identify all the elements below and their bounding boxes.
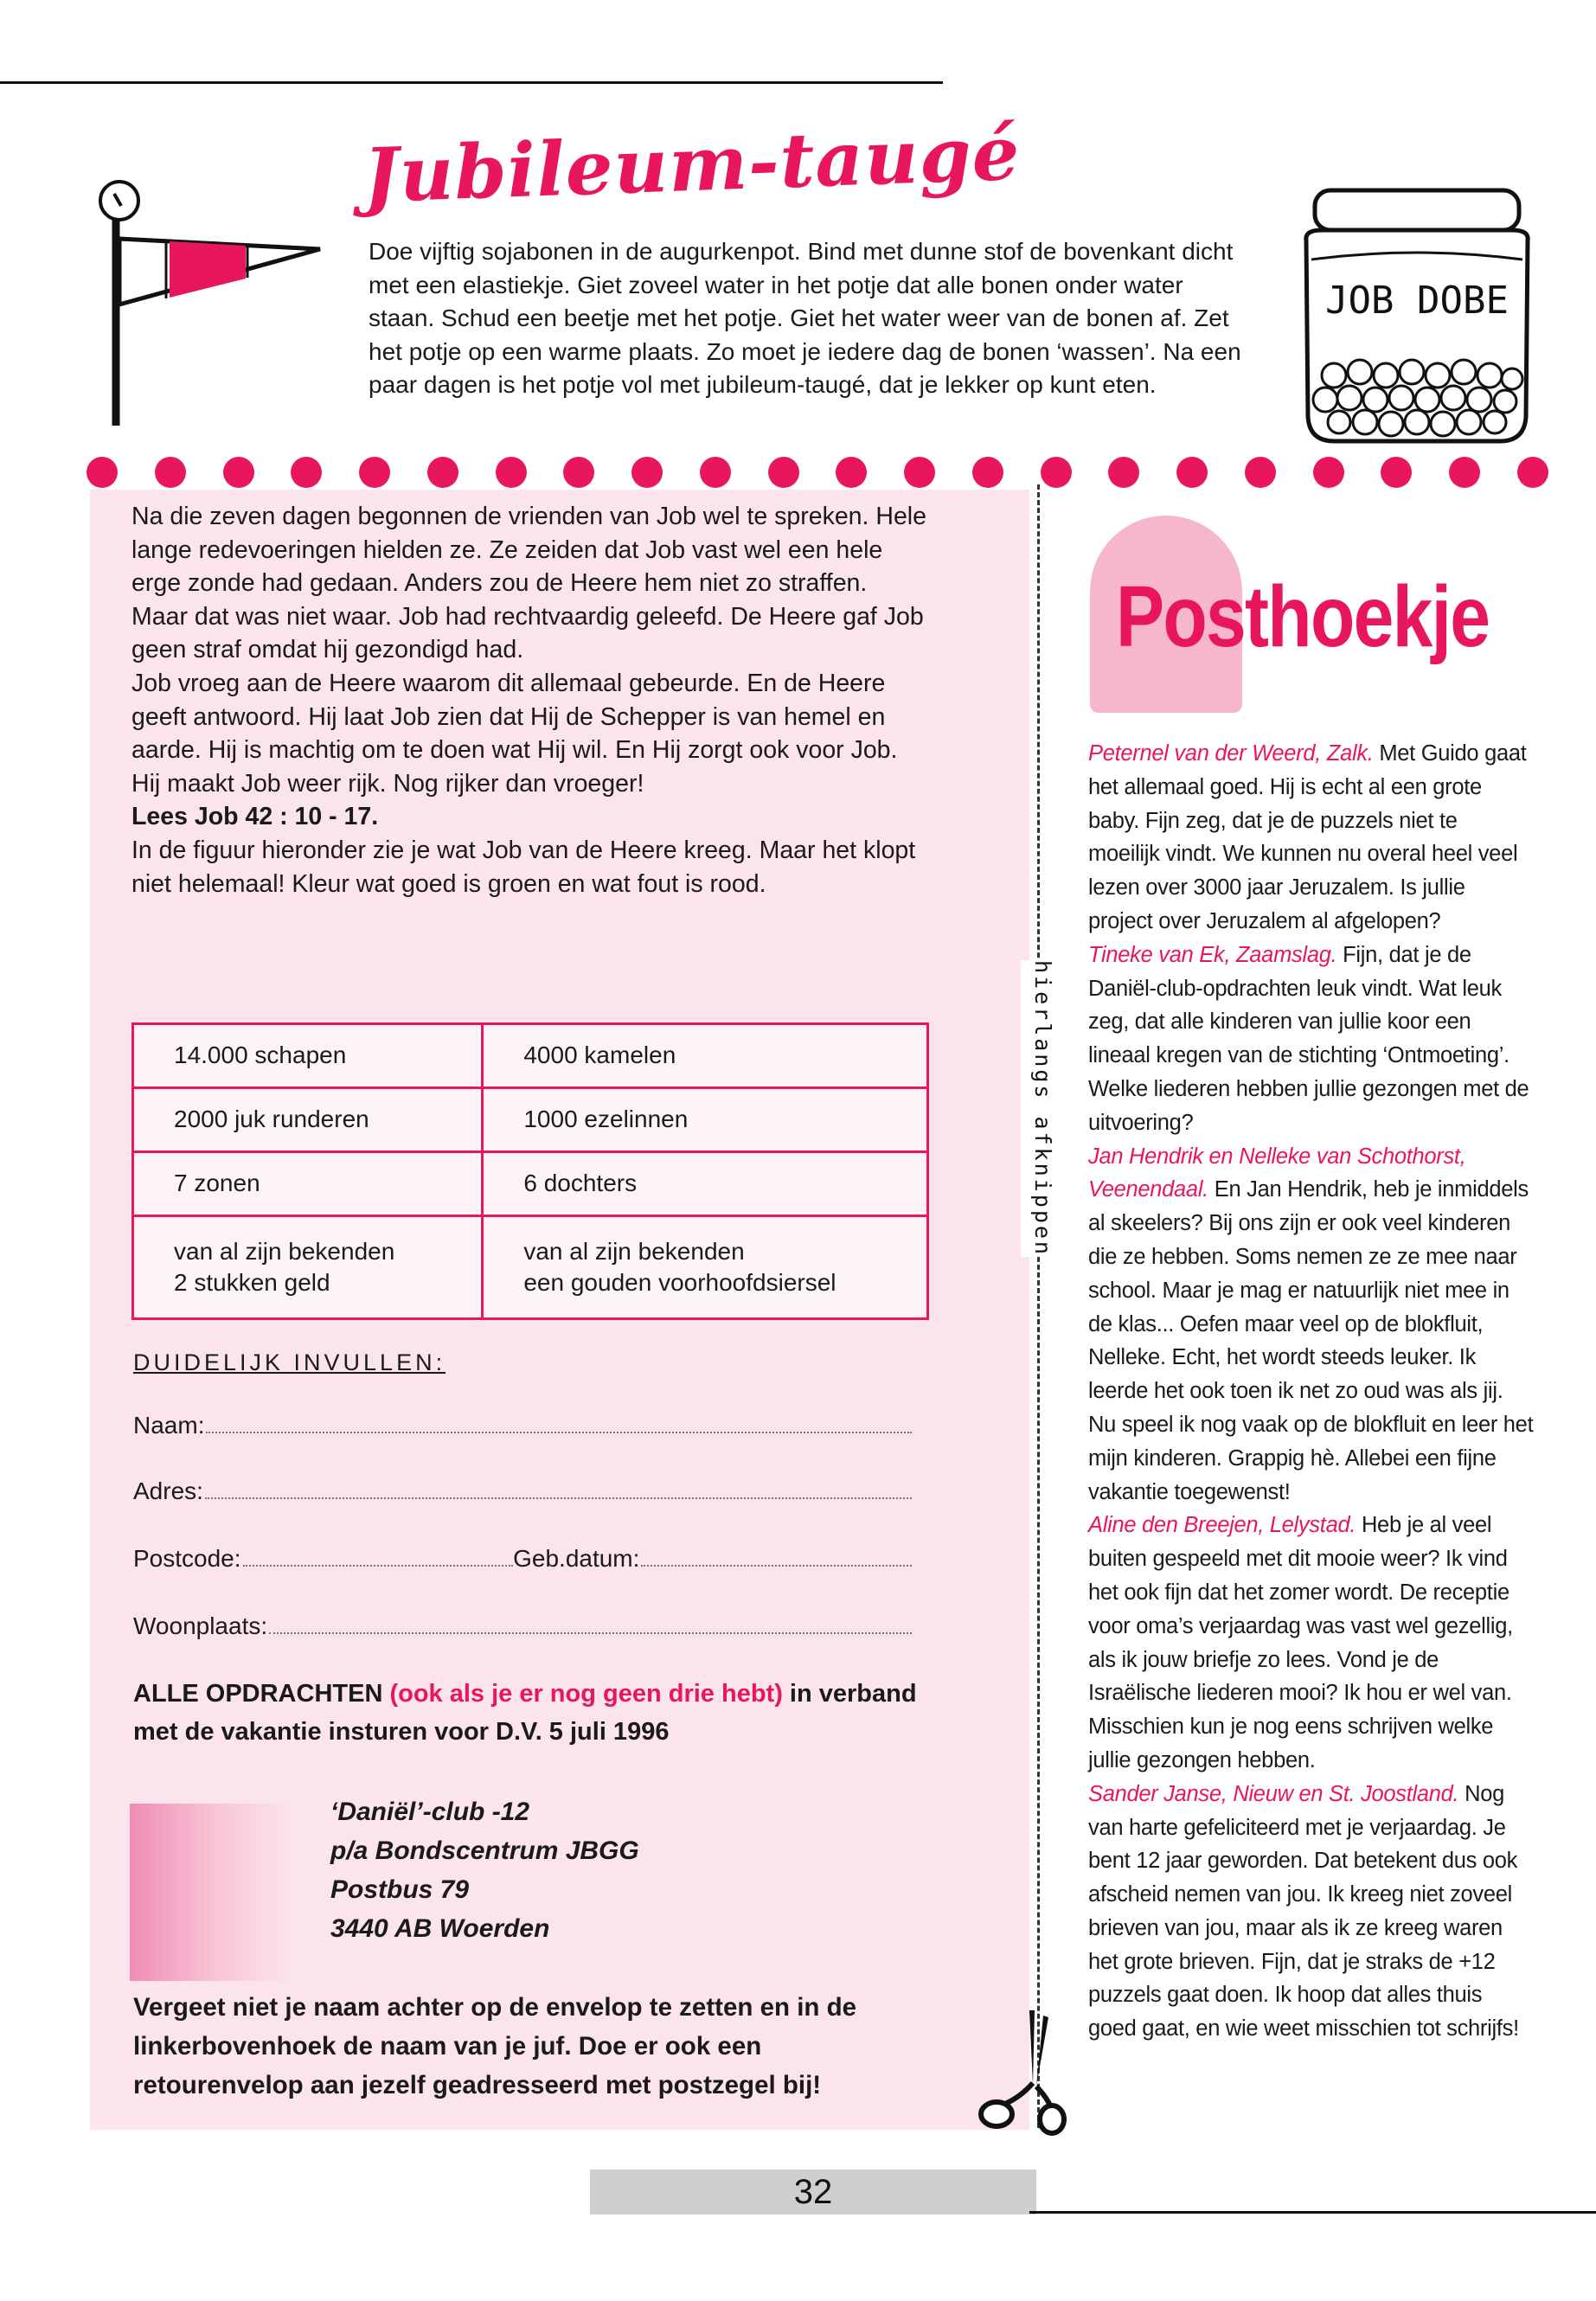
divider-dot bbox=[427, 457, 458, 488]
divider-dot bbox=[223, 457, 254, 488]
table-cell[interactable]: 4000 kamelen bbox=[483, 1024, 928, 1088]
divider-dot bbox=[1108, 457, 1139, 488]
divider-dot bbox=[904, 457, 935, 488]
divider-dot bbox=[1041, 457, 1072, 488]
letter-sender: Jan Hendrik en Nelleke van Schothorst, Veenendaal. bbox=[1088, 1144, 1466, 1202]
table-row bbox=[133, 1215, 928, 1318]
scissors-icon bbox=[976, 2007, 1071, 2137]
address-field[interactable] bbox=[133, 1477, 912, 1505]
divider-dot bbox=[87, 457, 118, 488]
flag-icon bbox=[93, 176, 327, 427]
city-line[interactable] bbox=[269, 1631, 912, 1634]
postcode-birthdate-field[interactable] bbox=[133, 1545, 912, 1573]
city-field[interactable] bbox=[133, 1612, 912, 1640]
deadline-part3: in verband met de vakantie insturen voor D.V. 5 juli 1996 bbox=[133, 1680, 917, 1746]
divider-dot bbox=[1176, 457, 1208, 488]
table-row bbox=[133, 1151, 928, 1215]
story-paragraph: Job vroeg aan de Heere waarom dit allemaal gebeurde. En de Heere geeft antwoord. Hij laat Job zien dat Hij de Schepper is van hemel en aarde. Hij is machtig om te doen wat Hij wil. En Hij zorgt ook voor Job. bbox=[131, 669, 898, 765]
intro-text: Doe vijftig sojabonen in de augurkenpot. Bind met dunne stof de bovenkant dicht met een elastiekje. Giet zoveel water in het potje dat alle bonen onder water staan. Schud een beetje met het potje. Giet het water weer van de bonen af. Zet het potje op een warme plaats. Zo moet je iedere dag de bonen ‘wassen’. Na een paar dagen is het potje vol met jubileum-taugé, dat je lekker op kunt eten. bbox=[369, 238, 1241, 398]
letter-sender: Sander Janse, Nieuw en St. Joostland. bbox=[1088, 1781, 1459, 1806]
story-paragraph: Hij maakt Job weer rijk. Nog rijker dan vroeger! bbox=[131, 769, 644, 798]
jar-icon bbox=[1296, 183, 1538, 446]
bible-reference: Lees Job 42 : 10 - 17. bbox=[131, 803, 379, 831]
letter-sender: Aline den Breejen, Lelystad. bbox=[1088, 1513, 1356, 1538]
bottom-rule bbox=[1029, 2211, 1596, 2214]
letter-reply: Heb je al veel buiten gespeeld met dit mooie weer? Ik vind het ook fijn dat het zomer wordt. De receptie voor oma’s verjaardag was vast wel gezellig, als ik jouw briefje zo lees. Vond je de Israëlische liederen mooi? Ik hou er wel van. Misschien kun je nog eens schrijven welke jullie gezongen hebben. bbox=[1088, 1513, 1513, 1772]
page-number-box bbox=[590, 2170, 1036, 2214]
address-line[interactable] bbox=[205, 1497, 912, 1499]
top-rule bbox=[0, 81, 943, 84]
letter-sender: Peternel van der Weerd, Zalk. bbox=[1088, 741, 1374, 766]
name-label: Naam: bbox=[133, 1412, 205, 1439]
jar-label: JOB DOBE bbox=[1325, 279, 1509, 323]
divider-dot bbox=[1517, 457, 1548, 488]
table-cell[interactable]: van al zijn bekenden een gouden voorhoofdsiersel bbox=[483, 1215, 928, 1318]
divider-dot bbox=[631, 457, 663, 488]
divider-dot bbox=[563, 457, 594, 488]
table-row bbox=[133, 1087, 928, 1151]
divider-dot bbox=[1449, 457, 1480, 488]
birthdate-label: Geb.datum: bbox=[513, 1545, 640, 1572]
divider-dot bbox=[768, 457, 799, 488]
form-heading: DUIDELIJK INVULLEN: bbox=[133, 1349, 446, 1375]
divider-dot bbox=[291, 457, 322, 488]
name-field[interactable] bbox=[133, 1412, 912, 1439]
deadline-part2: (ook als je er nog geen drie hebt) bbox=[389, 1680, 783, 1708]
divider-dot bbox=[1313, 457, 1344, 488]
dot-divider bbox=[87, 455, 1548, 490]
letter-reply: En Jan Hendrik, heb je inmiddels al skeelers? Bij ons zijn er ook veel kinderen die ze hebben. Soms nemen ze ze mee naar school. Maar je mag er natuurlijk niet mee in de klas... Oefen maar veel op de blokfluit, Nelleke. Echt, het wordt steeds leuker. Ik leerde het ook toen ik net zo oud was als jij. Nu speel ik nog vaak op de blokfluit en leer het mijn kinderen. Grappig hè. Allebei een fijne vakantie toegewenst! bbox=[1088, 1177, 1534, 1504]
letters-text bbox=[1088, 737, 1534, 2046]
mailing-address bbox=[330, 1792, 639, 1948]
letter-reply: Nog van harte gefeliciteerd met je verjaardag. Je bent 12 jaar geworden. Dat betekent dus ook afscheid nemen van jou. Ik kreeg niet zoveel brieven van jou, maar als ik ze kreeg waren het grote brieven. Fijn, dat je straks de +12 puzzels gaat doen. Ik hoop dat alles thuis goed gaat, en wie weet misschien tot schrijfs! bbox=[1088, 1781, 1519, 2041]
divider-dot bbox=[700, 457, 731, 488]
gradient-decoration bbox=[130, 1804, 291, 1981]
address-line-4: 3440 AB Woerden bbox=[330, 1914, 550, 1943]
table-cell[interactable]: 1000 ezelinnen bbox=[483, 1087, 928, 1151]
gifts-table bbox=[131, 1022, 929, 1320]
table-cell[interactable]: 14.000 schapen bbox=[133, 1024, 483, 1088]
postcode-line[interactable] bbox=[243, 1564, 514, 1567]
story-paragraph: Na die zeven dagen begonnen de vrienden van Job wel te spreken. Hele lange redevoeringen hielden ze. Ze zeiden dat Job vast wel een hele erge zonde had gedaan. Anders zou de Heere hem niet zo straffen. bbox=[131, 503, 926, 598]
table-cell[interactable]: 6 dochters bbox=[483, 1151, 928, 1215]
divider-dot bbox=[836, 457, 867, 488]
deadline-part1: ALLE OPDRACHTEN bbox=[133, 1680, 390, 1708]
name-line[interactable] bbox=[206, 1431, 912, 1433]
cut-line-text: hierlangs afknippen bbox=[1021, 960, 1055, 1257]
address-label: Adres: bbox=[133, 1477, 203, 1504]
letter-reply: Met Guido gaat het allemaal goed. Hij is echt al een grote baby. Fijn zeg, dat je de puzzels niet te moeilijk vindt. We kunnen nu overal heel veel lezen over 3000 jaar Jeruzalem. Is jullie project over Jeruzalem al afgelopen? bbox=[1088, 741, 1527, 933]
posthoekje-title: Posthoekje bbox=[1116, 568, 1490, 665]
story-paragraph: Maar dat was niet waar. Job had rechtvaardig geleefd. De Heere gaf Job geen straf omdat hij gezondigd had. bbox=[131, 602, 924, 664]
letter-reply: Fijn, dat je de Daniël-club-opdrachten leuk vindt. Wat leuk zeg, dat alle kinderen van jullie koor een lineaal kregen van de stichting ‘Ontmoeting’. Welke liederen hebben jullie gezongen met de uitvoering? bbox=[1088, 942, 1529, 1135]
story-text bbox=[131, 500, 936, 901]
divider-dot bbox=[155, 457, 186, 488]
birthdate-line[interactable] bbox=[641, 1564, 912, 1567]
address-line-1: ‘Daniël’-club -12 bbox=[330, 1798, 530, 1826]
page-number: 32 bbox=[793, 2173, 833, 2211]
letter-sender: Tineke van Ek, Zaamslag. bbox=[1088, 942, 1337, 967]
address-line-3: Postbus 79 bbox=[330, 1875, 470, 1904]
page-title: Jubileum-taugé bbox=[362, 109, 1022, 221]
story-instruction: In de figuur hieronder zie je wat Job van de Heere kreeg. Maar het klopt niet helemaal! Kleur wat goed is groen en wat fout is rood. bbox=[131, 836, 916, 898]
address-line-2: p/a Bondscentrum JBGG bbox=[330, 1836, 639, 1865]
divider-dot bbox=[359, 457, 390, 488]
footer-note: Vergeet niet je naam achter op de envelop te zetten en in de linkerbovenhoek de naam van je juf. Doe er ook een retourenvelop aan jezelf geadresseerd met postzegel bij! bbox=[133, 1993, 857, 2099]
table-cell[interactable]: 2000 juk runderen bbox=[133, 1087, 483, 1151]
city-label: Woonplaats: bbox=[133, 1612, 268, 1639]
table-cell[interactable]: van al zijn bekenden 2 stukken geld bbox=[133, 1215, 483, 1318]
table-cell[interactable]: 7 zonen bbox=[133, 1151, 483, 1215]
divider-dot bbox=[496, 457, 527, 488]
deadline-text bbox=[133, 1675, 938, 1751]
table-row bbox=[133, 1024, 928, 1088]
divider-dot bbox=[1245, 457, 1276, 488]
postcode-label: Postcode: bbox=[133, 1545, 241, 1572]
divider-dot bbox=[972, 457, 1003, 488]
cut-line bbox=[1037, 484, 1040, 2128]
divider-dot bbox=[1381, 457, 1412, 488]
